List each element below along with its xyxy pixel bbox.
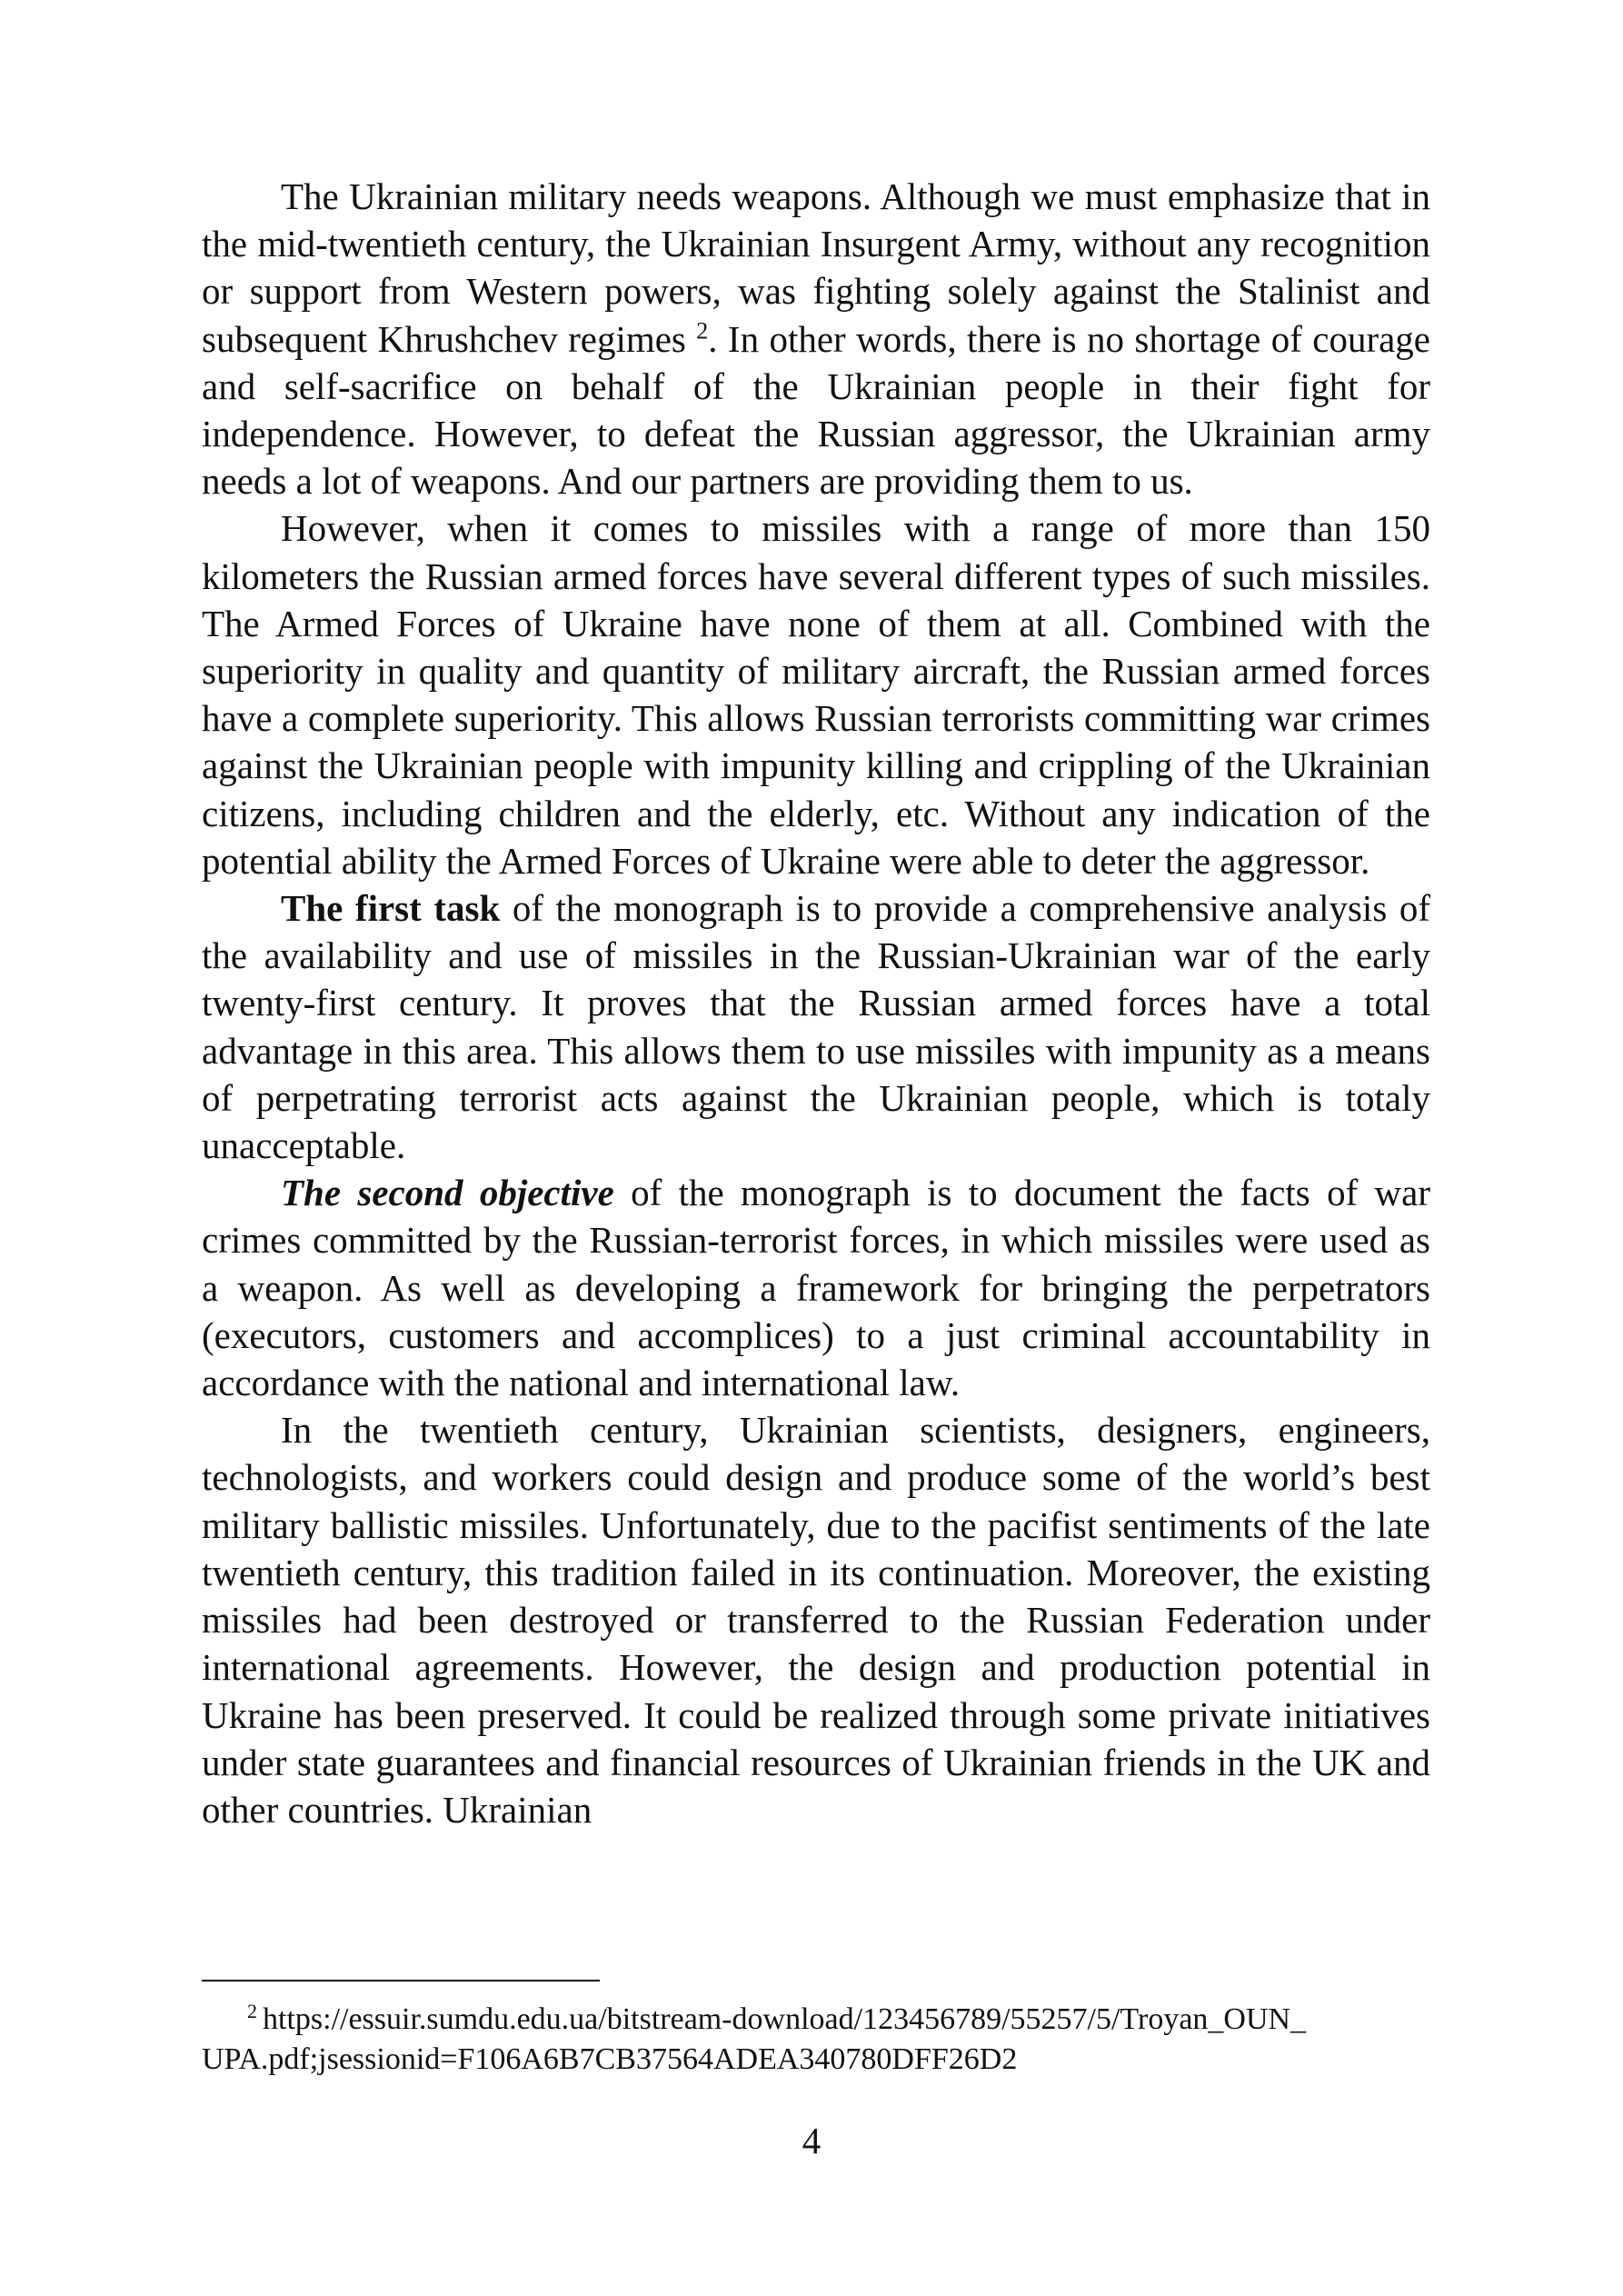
paragraph-5: In the twentieth century, Ukrainian scientists, designers, engineers, technologists, and workers could design and produce some of the world’s best military ballistic missiles. Unfortunately, due to the pacifist sentiments of the late twentieth century, this tradition failed in its continuation. Moreover, the existing missiles had been destroyed or transferred to the Russian Federation under international agreements. However, the design and production potential in Ukraine has been preserved. It could be realized through some private initiatives under state guarantees and financial resources of Ukrainian friends in the UK and other countries. Ukrainian [202,1409,1430,1831]
paragraph-1 [202,173,1430,504]
paragraph-2: However, when it comes to missiles with a range of more than 150 kilometers the Russian armed forces have several different types of such missiles. The Armed Forces of Ukraine have none of them at all. Combined with the superiority in quality and quantity of military aircraft, the Russian armed forces have a complete superiority. This allows Russian terrorists committing war crimes against the Ukrainian people with impunity killing and crippling of the Ukrainian citizens, including children and the elderly, etc. Without any indication of the potential ability the Armed Forces of Ukraine were able to deter the aggressor. [202,507,1430,882]
footnote-separator [202,1980,600,1982]
footnote-line-1[interactable] [202,2000,1430,2040]
footnote-line-2[interactable]: UPA.pdf;jsessionid=F106A6B7CB37564ADEA340780DFF26D2 [202,2042,1018,2076]
footnote-reference[interactable]: 2 [696,316,709,344]
footnote [202,2000,1430,2080]
second-objective-lead: The second objective [281,1172,614,1214]
paragraph-3 [202,884,1430,1169]
footnote-url-part-1[interactable]: https://essuir.sumdu.edu.ua/bitstream-download/123456789/55257/5/Troyan_OUN_ [263,2002,1307,2036]
page-number: 4 [802,2120,821,2161]
paragraph-1-text-end: . In other words, there is no shortage of courage and self-sacrifice on behalf of the Ukrainian people in their fight for independence. However, to defeat the Russian aggressor, the Ukrainian army needs a lot of weapons. And our partners are providing them to us. [202,317,1430,503]
paragraph-3-text: of the monograph is to provide a comprehensive analysis of the availability and use of missiles in the Russian-Ukrainian war of the early twenty-first century. It proves that the Russian armed forces have a total advantage in this area. This allows them to use missiles with impunity as a means of perpetrating terrorist acts against the Ukrainian people, which is totaly unacceptable. [202,887,1431,1167]
first-task-lead: The first task [281,887,501,930]
paragraph-4 [202,1169,1430,1406]
footnote-mark: 2 [247,1999,257,2022]
paragraph-1-text-start: The Ukrainian military needs weapons. Although we must emphasize that in the mid-twentieth century, the Ukrainian Insurgent Army, without any recognition or support from Western powers, was fighting solely against the Stalinist and subsequent Khrushchev regimes [202,175,1430,360]
body-text [202,173,1430,1833]
paragraph-4-text: of the monograph is to document the facts of war crimes committed by the Russian-terrorist forces, in which missiles were used as a weapon. As well as developing a framework for bringing the perpetrators (executors, customers and accomplices) to a just criminal accountability in accordance with the national and international law. [202,1172,1431,1404]
